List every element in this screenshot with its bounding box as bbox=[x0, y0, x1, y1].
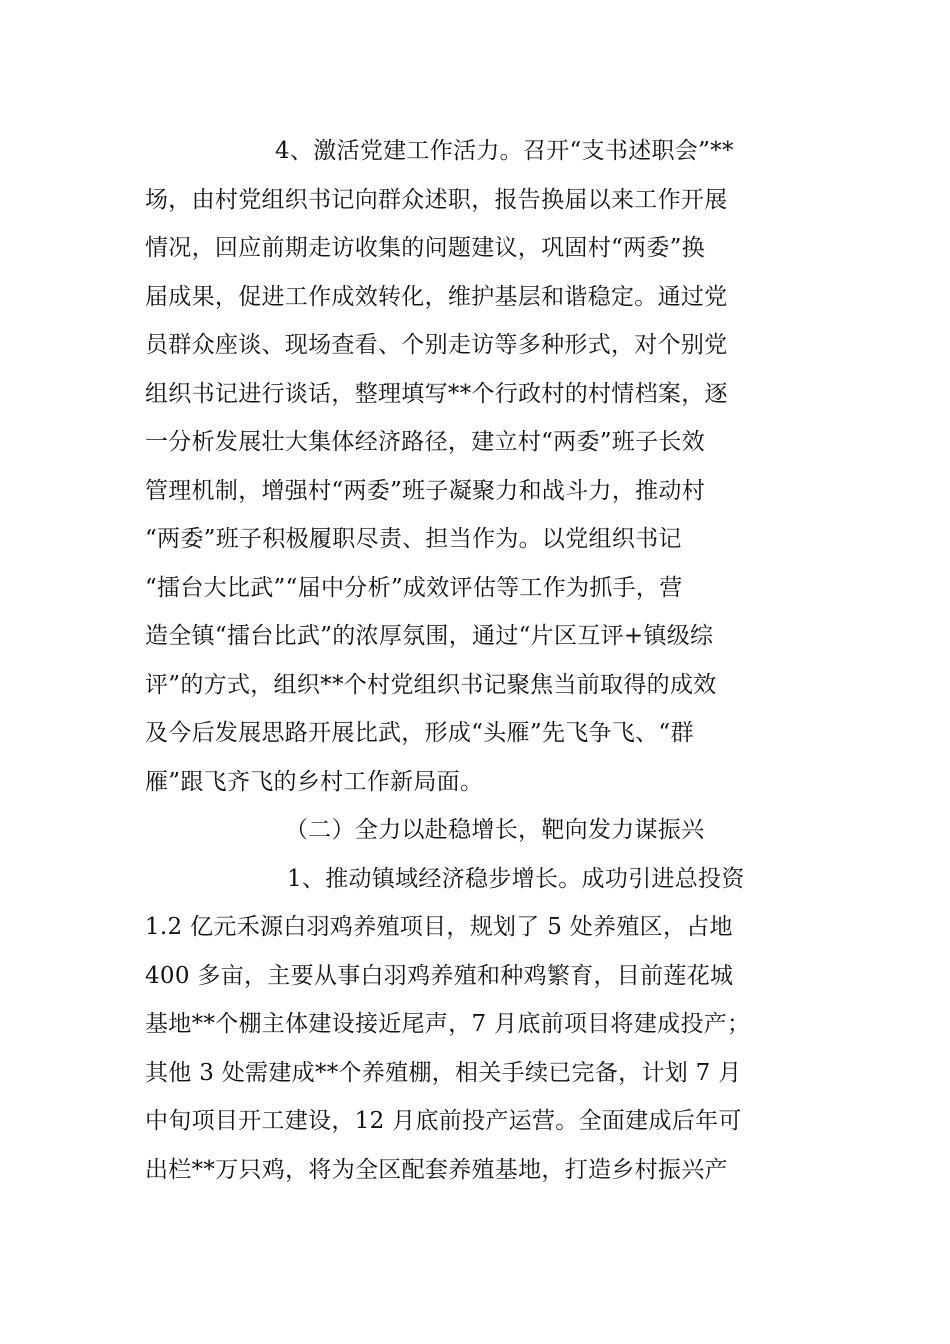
paragraph-line: 出栏**万只鸡，将为全区配套养殖基地，打造乡村振兴产 bbox=[145, 1156, 728, 1183]
paragraph-line: 情况，回应前期走访收集的问题建议，巩固村“两委”换 bbox=[145, 235, 706, 261]
paragraph-line: 员群众座谈、现场查看、个别走访等多种形式，对个别党 bbox=[145, 332, 728, 358]
paragraph-party-building bbox=[145, 127, 810, 806]
paragraph-line: 1.2 亿元禾源白羽鸡养殖项目，规划了 5 处养殖区，占地 bbox=[145, 914, 733, 940]
paragraph-line: “擂台大比武”“届中分析”成效评估等工作为抓手，营 bbox=[145, 574, 683, 601]
paragraph-economic-growth bbox=[145, 855, 810, 1195]
paragraph-line: 4、激活党建工作活力。召开“支书述职会”** bbox=[275, 138, 734, 164]
paragraph-line: 届成果，促进工作成效转化，维护基层和谐稳定。通过党 bbox=[145, 283, 728, 310]
paragraph-line: 及今后发展思路开展比武，形成“头雁”先飞争飞、“群 bbox=[145, 720, 694, 746]
document-body bbox=[145, 127, 810, 1194]
section-heading: （二）全力以赴稳增长，靶向发力谋振兴 bbox=[285, 817, 705, 843]
paragraph-line: 雁”跟飞齐飞的乡村工作新局面。 bbox=[145, 768, 484, 795]
paragraph-line: 造全镇“擂台比武”的浓厚氛围，通过“片区互评+镇级综 bbox=[145, 623, 714, 649]
paragraph-line: “两委”班子积极履职尽责、担当作为。以党组织书记 bbox=[145, 526, 682, 552]
paragraph-line: 其他 3 处需建成**个养殖棚，相关手续已完备，计划 7 月 bbox=[145, 1059, 742, 1086]
paragraph-line: 一分析发展壮大集体经济路径，建立村“两委”班子长效 bbox=[145, 429, 706, 455]
paragraph-line: 组织书记进行谈话，整理填写**个行政村的村情档案，逐 bbox=[145, 380, 728, 407]
paragraph-line: 1、推动镇域经济稳步增长。成功引进总投资 bbox=[287, 865, 745, 892]
paragraph-line: 管理机制，增强村“两委”班子凝聚力和战斗力，推动村 bbox=[145, 477, 706, 504]
paragraph-line: 评”的方式，组织**个村党组织书记聚焦当前取得的成效 bbox=[145, 671, 717, 698]
paragraph-line: 中旬项目开工建设，12 月底前投产运营。全面建成后年可 bbox=[145, 1108, 742, 1134]
paragraph-line: 400 多亩，主要从事白羽鸡养殖和种鸡繁育，目前莲花城 bbox=[145, 962, 734, 989]
paragraph-line: 基地**个棚主体建设接近尾声，7 月底前项目将建成投产； bbox=[145, 1011, 751, 1037]
paragraph-line: 场，由村党组织书记向群众述职，报告换届以来工作开展 bbox=[145, 186, 728, 213]
